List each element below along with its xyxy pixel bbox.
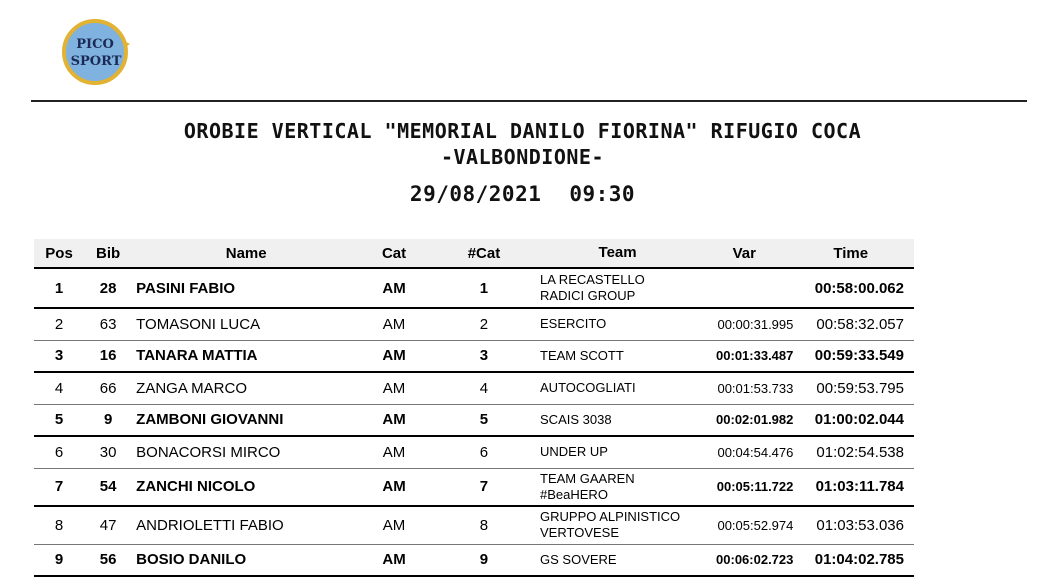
cell-time: 01:03:53.036 [797, 506, 914, 544]
cell-name: ANDRIOLETTI FABIO [132, 506, 356, 544]
column-header-time: Time [797, 239, 914, 268]
cell-time: 00:59:33.549 [797, 340, 914, 372]
cell-cat: AM [356, 268, 432, 308]
cell-name: ZANCHI NICOLO [132, 468, 356, 506]
cell-pos: 5 [34, 404, 84, 436]
cell-pos: 4 [34, 372, 84, 404]
cell-name: ZANGA MARCO [132, 372, 356, 404]
cell-cat: AM [356, 506, 432, 544]
cell-var [695, 268, 797, 308]
column-header-team: Team [536, 239, 695, 268]
cell-team [536, 372, 695, 404]
column-header-ncat: #Cat [432, 239, 536, 268]
cell-var: 00:01:33.487 [695, 340, 797, 372]
cell-name: TOMASONI LUCA [132, 308, 356, 340]
team-line: RADICI GROUP [540, 288, 636, 303]
team-line: GRUPPO ALPINISTICO [540, 509, 681, 525]
cell-pos: 7 [34, 468, 84, 506]
cell-bib: 16 [84, 340, 132, 372]
cell-var: 00:06:02.723 [695, 544, 797, 576]
cell-time: 00:59:53.795 [797, 372, 914, 404]
cell-var: 00:01:53.733 [695, 372, 797, 404]
cell-var: 00:05:11.722 [695, 468, 797, 506]
column-header-pos: Pos [34, 239, 84, 268]
cell-cat: AM [356, 308, 432, 340]
cell-ncat: 3 [432, 340, 536, 372]
logo-text-line2: SPORT [70, 54, 122, 69]
cell-var: 00:02:01.982 [695, 404, 797, 436]
cell-bib: 9 [84, 404, 132, 436]
cell-ncat: 7 [432, 468, 536, 506]
cell-cat: AM [356, 404, 432, 436]
cell-var: 00:05:52.974 [695, 506, 797, 544]
cell-bib: 56 [84, 544, 132, 576]
cell-bib: 66 [84, 372, 132, 404]
header-divider [31, 100, 1027, 102]
cell-ncat: 5 [432, 404, 536, 436]
table-row [34, 372, 914, 404]
cell-var: 00:00:31.995 [695, 308, 797, 340]
cell-cat: AM [356, 372, 432, 404]
cell-pos: 9 [34, 544, 84, 576]
cell-name: BOSIO DANILO [132, 544, 356, 576]
event-datetime [0, 182, 1045, 206]
cell-team [536, 268, 695, 308]
cell-pos: 8 [34, 506, 84, 544]
cell-time: 01:03:11.784 [797, 468, 914, 506]
cell-bib: 63 [84, 308, 132, 340]
team-line: #BeaHERO [540, 486, 608, 502]
team-line: SCAIS 3038 [540, 411, 612, 427]
team-line: VERTOVESE [540, 525, 620, 541]
team-line: TEAM SCOTT [540, 347, 624, 363]
cell-team [536, 436, 695, 468]
results-table [34, 239, 914, 577]
cell-cat: AM [356, 544, 432, 576]
cell-ncat: 4 [432, 372, 536, 404]
cell-ncat: 1 [432, 268, 536, 308]
cell-team [536, 506, 695, 544]
cell-bib: 47 [84, 506, 132, 544]
cell-team [536, 404, 695, 436]
team-line: TEAM GAAREN [540, 470, 635, 486]
event-title: OROBIE VERTICAL "MEMORIAL DANILO FIORINA" RIFUGIO COCA [183, 119, 862, 143]
cell-var: 00:04:54.476 [695, 436, 797, 468]
results-body [34, 268, 914, 576]
cell-time: 01:00:02.044 [797, 404, 914, 436]
cell-bib: 30 [84, 436, 132, 468]
table-row [34, 308, 914, 340]
cell-name: PASINI FABIO [132, 268, 356, 308]
column-header-var: Var [695, 239, 797, 268]
header-row [34, 239, 914, 268]
cell-cat: AM [356, 340, 432, 372]
team-line: LA RECASTELLO [540, 272, 645, 287]
cell-pos: 2 [34, 308, 84, 340]
cell-team [536, 340, 695, 372]
column-header-cat: Cat [356, 239, 432, 268]
pico-sport-logo [62, 18, 132, 86]
cell-time: 00:58:32.057 [797, 308, 914, 340]
cell-name: ZAMBONI GIOVANNI [132, 404, 356, 436]
table-row [34, 404, 914, 436]
team-line: UNDER UP [540, 444, 608, 460]
table-row [34, 544, 914, 576]
event-date: 29/08/2021 [409, 182, 542, 206]
table-row [34, 268, 914, 308]
cell-pos: 6 [34, 436, 84, 468]
cell-bib: 54 [84, 468, 132, 506]
cell-name: TANARA MATTIA [132, 340, 356, 372]
cell-ncat: 9 [432, 544, 536, 576]
cell-time: 00:58:00.062 [797, 268, 914, 308]
cell-time: 01:02:54.538 [797, 436, 914, 468]
cell-ncat: 2 [432, 308, 536, 340]
table-row [34, 436, 914, 468]
cell-name: BONACORSI MIRCO [132, 436, 356, 468]
team-line: AUTOCOGLIATI [540, 380, 636, 396]
event-time: 09:30 [569, 182, 636, 206]
cell-team [536, 468, 695, 506]
cell-pos: 3 [34, 340, 84, 372]
logo-text-line1: PICO [76, 37, 114, 52]
cell-ncat: 6 [432, 436, 536, 468]
column-header-name: Name [132, 239, 356, 268]
cell-team [536, 308, 695, 340]
cell-bib: 28 [84, 268, 132, 308]
cell-ncat: 8 [432, 506, 536, 544]
event-location: -VALBONDIONE- [440, 145, 605, 169]
cell-pos: 1 [34, 268, 84, 308]
column-header-bib: Bib [84, 239, 132, 268]
cell-cat: AM [356, 468, 432, 506]
table-row [34, 468, 914, 506]
cell-team [536, 544, 695, 576]
team-line: GS SOVERE [540, 551, 617, 567]
cell-cat: AM [356, 436, 432, 468]
table-row [34, 506, 914, 544]
team-line: ESERCITO [540, 316, 607, 332]
cell-time: 01:04:02.785 [797, 544, 914, 576]
table-row [34, 340, 914, 372]
